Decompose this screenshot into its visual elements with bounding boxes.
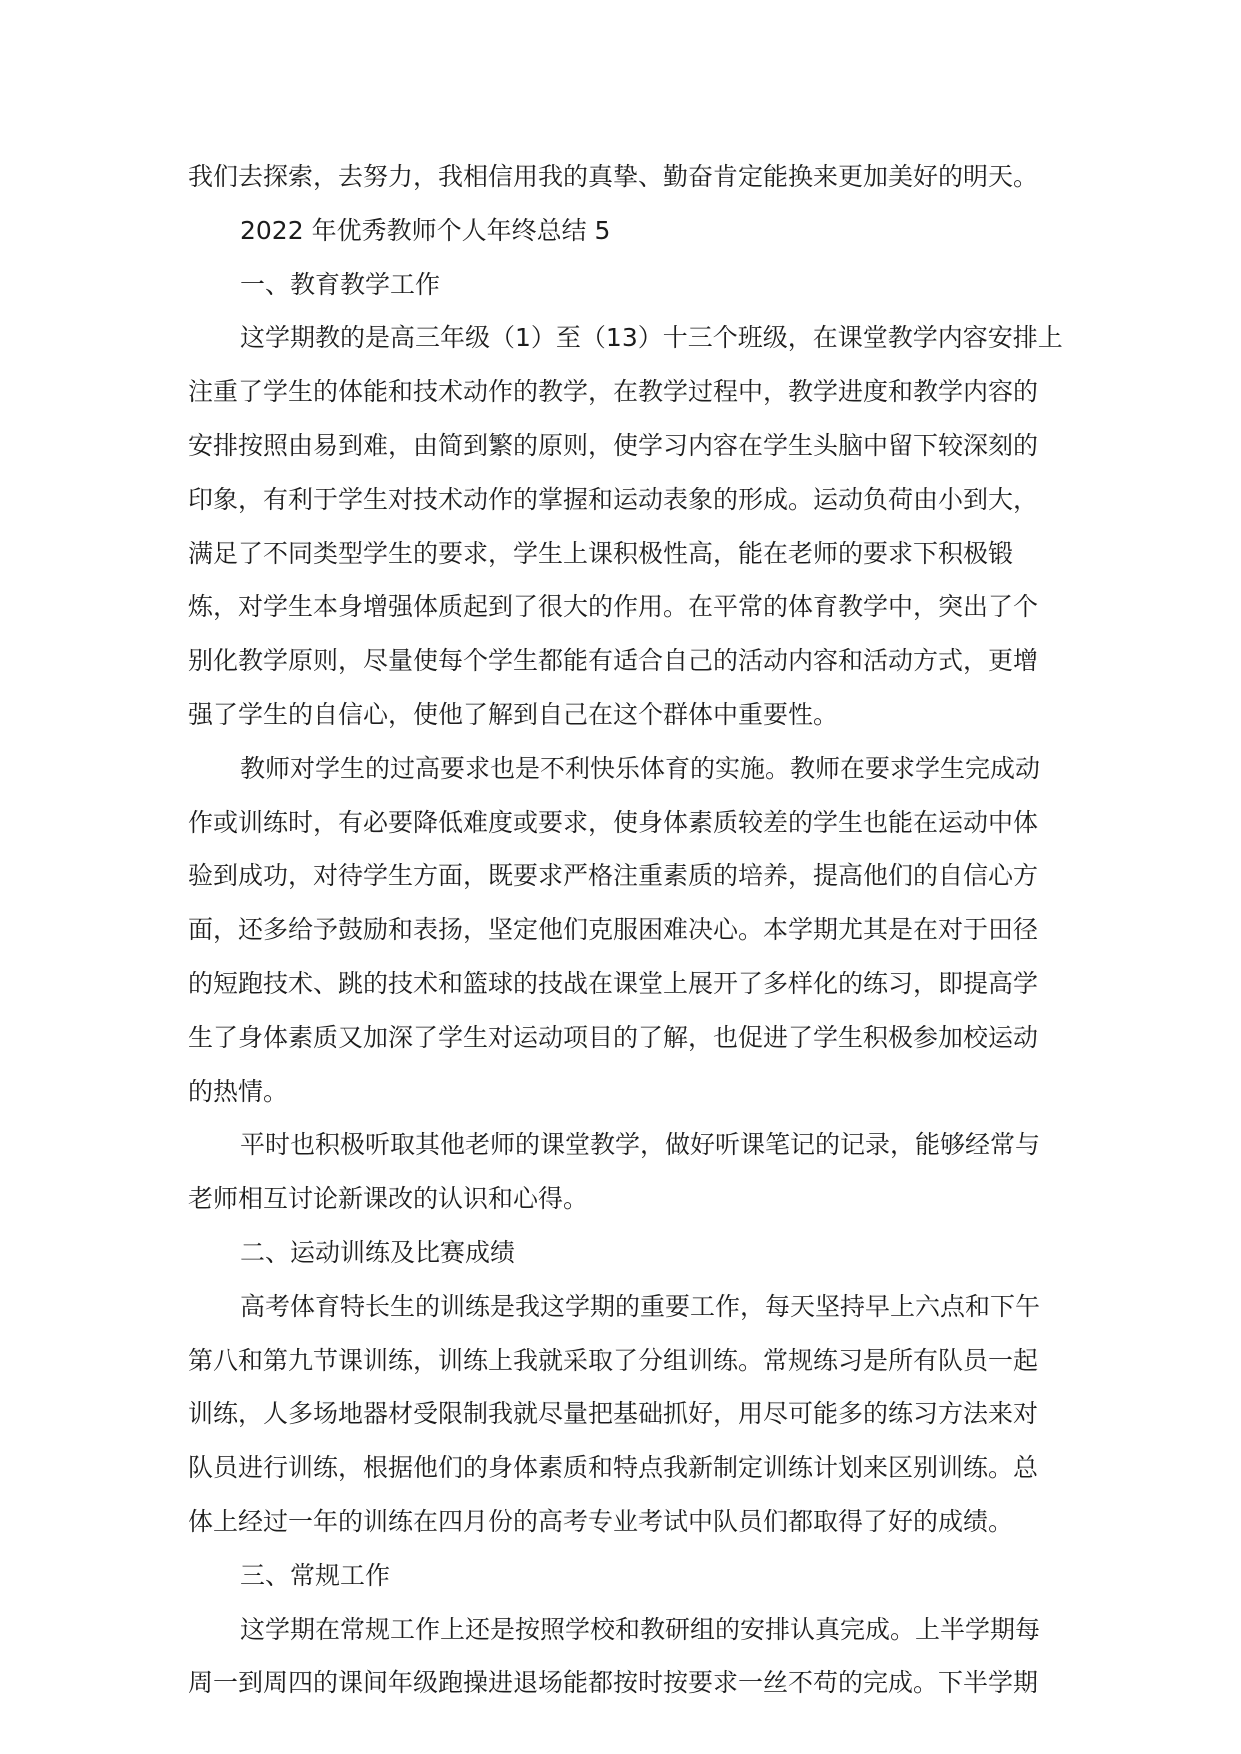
text-line: 高考体育特长生的训练是我这学期的重要工作，每天坚持早上六点和下午: [240, 1291, 1041, 1321]
text-line: 三、常规工作: [240, 1560, 391, 1590]
text-line: 的热情。: [188, 1076, 289, 1106]
text-line: 的短跑技术、跳的技术和篮球的技战在课堂上展开了多样化的练习，即提高学: [188, 968, 1039, 998]
text-line: 周一到周四的课间年级跑操进退场能都按时按要求一丝不苟的完成。下半学期: [188, 1668, 1039, 1698]
text-line: 生了身体素质又加深了学生对运动项目的了解，也促进了学生积极参加校运动: [188, 1022, 1039, 1052]
text-line: 体上经过一年的训练在四月份的高考专业考试中队员们都取得了好的成绩。: [188, 1506, 1014, 1536]
text-line: 满足了不同类型学生的要求，学生上课积极性高，能在老师的要求下积极锻: [188, 538, 1014, 568]
text-line: 老师相互讨论新课改的认识和心得。: [188, 1184, 589, 1214]
text-line: 队员进行训练，根据他们的身体素质和特点我新制定训练计划来区别训练。总: [188, 1453, 1039, 1483]
text-line: 教师对学生的过高要求也是不利快乐体育的实施。教师在要求学生完成动: [240, 753, 1041, 783]
text-line: 别化教学原则，尽量使每个学生都能有适合自己的活动内容和活动方式，更增: [188, 646, 1039, 676]
text-line: 炼，对学生本身增强体质起到了很大的作用。在平常的体育教学中，突出了个: [188, 592, 1039, 622]
text-line: 2022 年优秀教师个人年终总结 5: [240, 215, 611, 245]
text-line: 面，还多给予鼓励和表扬，坚定他们克服困难决心。本学期尤其是在对于田径: [188, 915, 1039, 945]
text-line: 我们去探索，去努力，我相信用我的真挚、勤奋肯定能换来更加美好的明天。: [188, 162, 1039, 191]
document-body: [188, 150, 1068, 1710]
text-line: 这学期教的是高三年级（1）至（13）十三个班级，在课堂教学内容安排上: [240, 323, 1063, 353]
text-line: 验到成功，对待学生方面，既要求严格注重素质的培养，提高他们的自信心方: [188, 861, 1039, 891]
text-line: 训练，人多场地器材受限制我就尽量把基础抓好，用尽可能多的练习方法来对: [188, 1399, 1039, 1429]
text-line: 第八和第九节课训练，训练上我就采取了分组训练。常规练习是所有队员一起: [188, 1345, 1039, 1375]
text-line: 一、教育教学工作: [240, 269, 441, 299]
text-line: 注重了学生的体能和技术动作的教学，在教学过程中，教学进度和教学内容的: [188, 377, 1039, 407]
text-line: 安排按照由易到难，由简到繁的原则，使学习内容在学生头脑中留下较深刻的: [188, 430, 1039, 460]
text-line: 强了学生的自信心，使他了解到自己在这个群体中重要性。: [188, 699, 839, 729]
text-line: 这学期在常规工作上还是按照学校和教研组的安排认真完成。上半学期每: [240, 1614, 1041, 1644]
text-line: 印象，有利于学生对技术动作的掌握和运动表象的形成。运动负荷由小到大，: [188, 484, 1039, 514]
text-line: 作或训练时，有必要降低难度或要求，使身体素质较差的学生也能在运动中体: [188, 807, 1039, 837]
text-line: 二、运动训练及比赛成绩: [240, 1237, 516, 1267]
text-line: 平时也积极听取其他老师的课堂教学，做好听课笔记的记录，能够经常与: [240, 1130, 1041, 1160]
